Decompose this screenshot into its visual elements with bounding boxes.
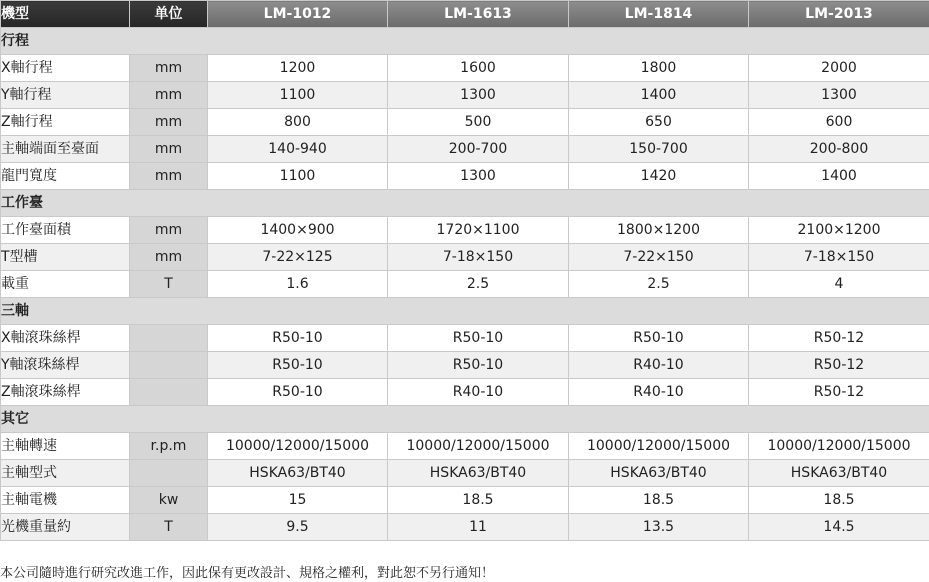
spec-value-cell: 200-800 [749,136,929,163]
model-column-header: LM-2013 [749,1,929,28]
row-label: 龍門寬度 [1,163,130,190]
row-label: Y軸滾珠絲桿 [1,352,130,379]
row-label: 載重 [1,271,130,298]
spec-value-cell: HSKA63/BT40 [208,460,388,487]
spec-value-cell: 1800 [569,55,749,82]
row-unit [130,352,208,379]
table-row [1,109,929,136]
section-row [1,406,929,433]
spec-value-cell: R50-10 [388,325,569,352]
spec-value-cell: R50-12 [749,379,929,406]
model-column-header: LM-1613 [388,1,569,28]
row-label: 主軸轉速 [1,433,130,460]
spec-value-cell: R50-10 [208,325,388,352]
footnote: 本公司隨時進行研究改進工作，因此保有更改設計、規格之權利，對此恕不另行通知！ [0,566,495,581]
table-row [1,244,929,271]
row-unit: mm [130,82,208,109]
spec-value-cell: 1100 [208,82,388,109]
model-column-header: LM-1814 [569,1,749,28]
spec-value-cell: 1.6 [208,271,388,298]
row-label: T型槽 [1,244,130,271]
row-unit: mm [130,55,208,82]
row-unit: mm [130,217,208,244]
row-unit: mm [130,136,208,163]
spec-value-cell: R50-12 [749,352,929,379]
spec-value-cell: 600 [749,109,929,136]
table-row [1,352,929,379]
spec-value-cell: R50-10 [388,352,569,379]
model-header: 機型 [1,1,130,28]
model-column-header: LM-1012 [208,1,388,28]
spec-value-cell: 1800×1200 [569,217,749,244]
spec-value-cell: 1200 [208,55,388,82]
row-label: 工作臺面積 [1,217,130,244]
spec-value-cell: 2.5 [569,271,749,298]
row-unit: mm [130,163,208,190]
section-title: 工作臺 [1,190,929,217]
spec-value-cell: R40-10 [569,352,749,379]
table-row [1,271,929,298]
spec-value-cell: 18.5 [388,487,569,514]
spec-value-cell: 140-940 [208,136,388,163]
table-row [1,136,929,163]
spec-value-cell: 1300 [388,163,569,190]
spec-value-cell: 10000/12000/15000 [569,433,749,460]
spec-value-cell: R50-10 [569,325,749,352]
section-row [1,190,929,217]
spec-value-cell: 1420 [569,163,749,190]
table-row [1,460,929,487]
spec-value-cell: 150-700 [569,136,749,163]
spec-value-cell: 1300 [749,82,929,109]
spec-value-cell: 1720×1100 [388,217,569,244]
spec-value-cell: R40-10 [388,379,569,406]
row-label: Z軸滾珠絲桿 [1,379,130,406]
table-row [1,514,929,541]
row-unit: mm [130,109,208,136]
spec-value-cell: 2000 [749,55,929,82]
row-unit: kw [130,487,208,514]
spec-value-cell: R50-10 [208,352,388,379]
row-unit: mm [130,244,208,271]
row-label: Z軸行程 [1,109,130,136]
spec-value-cell: R40-10 [569,379,749,406]
spec-value-cell: 800 [208,109,388,136]
spec-value-cell: 500 [388,109,569,136]
section-title: 三軸 [1,298,929,325]
spec-value-cell: 1400×900 [208,217,388,244]
row-label: X軸滾珠絲桿 [1,325,130,352]
spec-value-cell: 2.5 [388,271,569,298]
spec-value-cell: 7-22×150 [569,244,749,271]
spec-value-cell: 10000/12000/15000 [749,433,929,460]
row-unit: T [130,271,208,298]
table-row [1,433,929,460]
table-row [1,325,929,352]
section-title: 其它 [1,406,929,433]
row-label: 主軸電機 [1,487,130,514]
spec-value-cell: 11 [388,514,569,541]
row-unit [130,379,208,406]
section-row [1,28,929,55]
spec-value-cell: HSKA63/BT40 [569,460,749,487]
spec-value-cell: 1300 [388,82,569,109]
table-row [1,163,929,190]
row-label: 主軸型式 [1,460,130,487]
header-row [1,1,929,28]
row-unit: r.p.m [130,433,208,460]
spec-value-cell: 7-18×150 [388,244,569,271]
spec-value-cell: 18.5 [569,487,749,514]
spec-value-cell: 7-18×150 [749,244,929,271]
spec-value-cell: 10000/12000/15000 [208,433,388,460]
row-unit [130,460,208,487]
spec-value-cell: 7-22×125 [208,244,388,271]
row-unit: T [130,514,208,541]
section-row [1,298,929,325]
spec-value-cell: 2100×1200 [749,217,929,244]
spec-value-cell: 10000/12000/15000 [388,433,569,460]
table-row [1,487,929,514]
spec-value-cell: 4 [749,271,929,298]
table-row [1,379,929,406]
spec-value-cell: 9.5 [208,514,388,541]
spec-value-cell: 1400 [569,82,749,109]
row-label: 光機重量約 [1,514,130,541]
section-title: 行程 [1,28,929,55]
spec-value-cell: HSKA63/BT40 [388,460,569,487]
row-unit [130,325,208,352]
row-label: 主軸端面至臺面 [1,136,130,163]
unit-header: 单位 [130,1,208,28]
spec-value-cell: 1100 [208,163,388,190]
table-row [1,217,929,244]
table-row [1,55,929,82]
row-label: Y軸行程 [1,82,130,109]
spec-value-cell: R50-10 [208,379,388,406]
spec-value-cell: 200-700 [388,136,569,163]
spec-value-cell: HSKA63/BT40 [749,460,929,487]
spec-value-cell: 13.5 [569,514,749,541]
spec-value-cell: 1400 [749,163,929,190]
spec-value-cell: R50-12 [749,325,929,352]
table-row [1,82,929,109]
spec-value-cell: 1600 [388,55,569,82]
spec-value-cell: 14.5 [749,514,929,541]
spec-value-cell: 650 [569,109,749,136]
spec-body [1,28,929,541]
row-label: X軸行程 [1,55,130,82]
spec-value-cell: 18.5 [749,487,929,514]
spec-value-cell: 15 [208,487,388,514]
